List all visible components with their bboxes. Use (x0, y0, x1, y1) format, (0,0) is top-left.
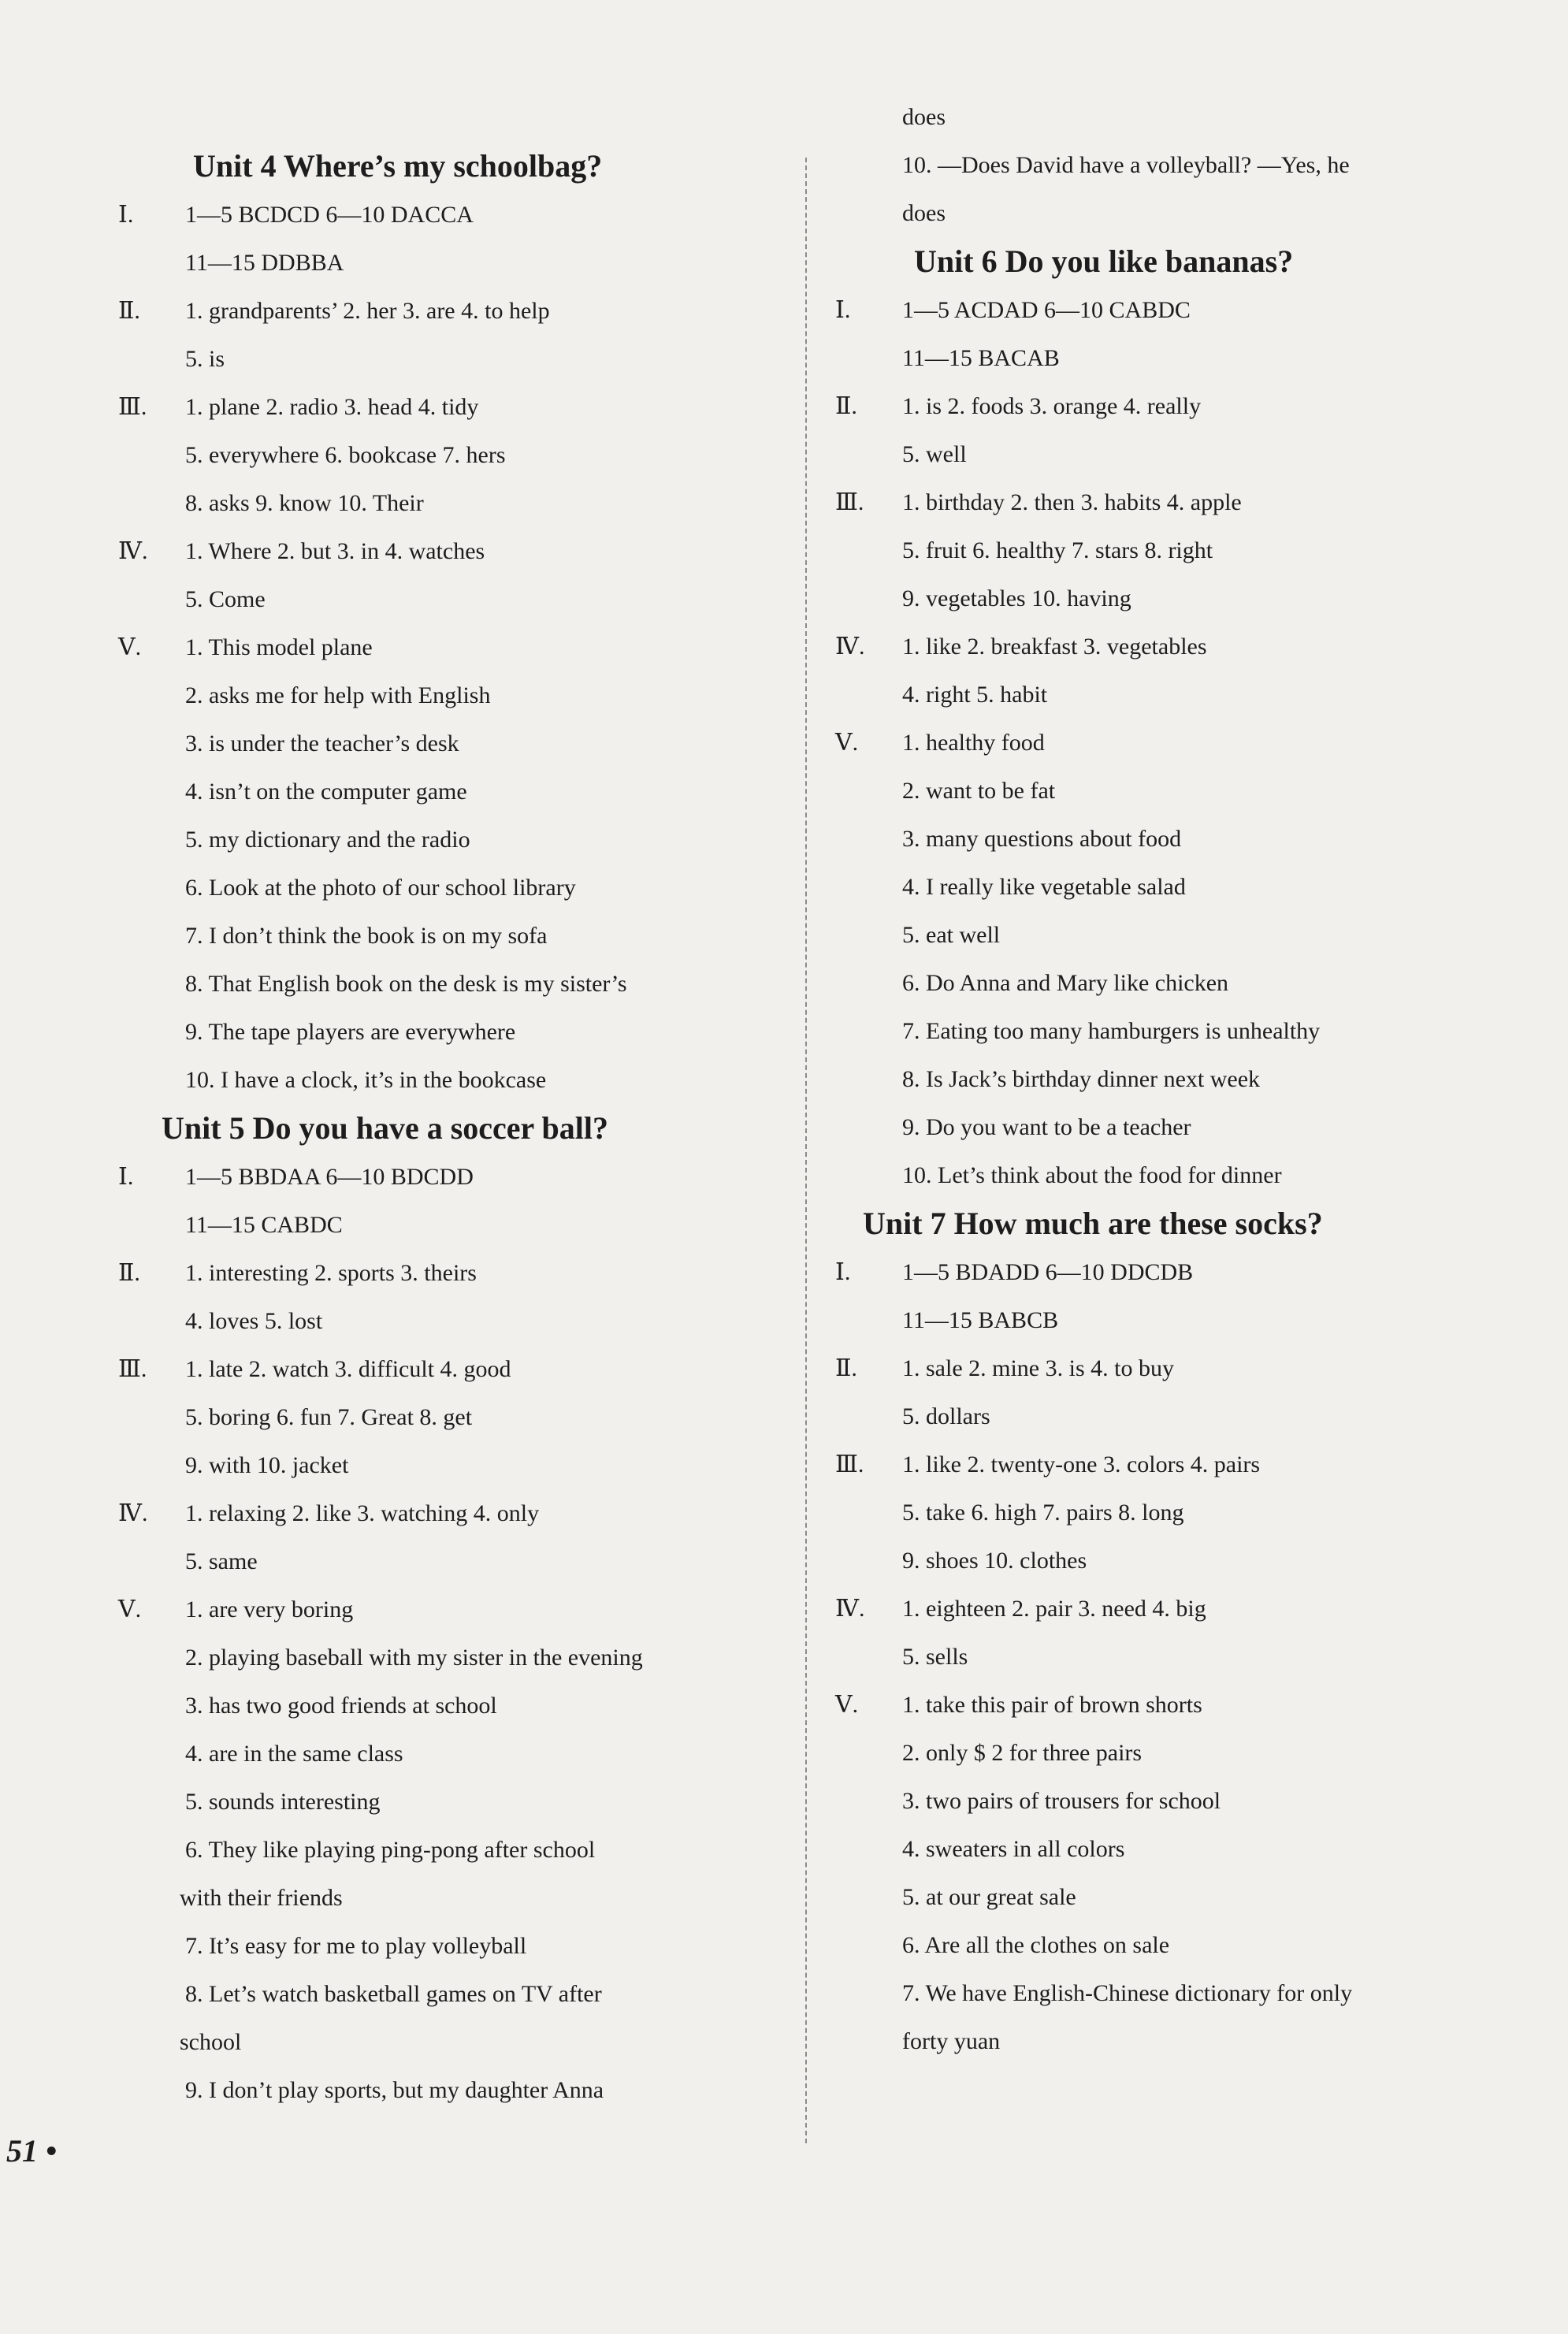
unit-4-section-V: Ⅴ. 1. This model plane 2. asks me for help with English 3. is under the teacher’s desk 4. isn’t on the computer game 5. my dictionary and the radio 6. Look at the photo of our school library 7. I don’t think the book is on my sofa 8. That English book on the desk is my sister’s 9. The tape players are everywhere 10. I have a clock, it’s in the bookcase (118, 634, 627, 1093)
unit-6-section-I: Ⅰ. 1—5 ACDAD 6—10 CABDC 11—15 BACAB (835, 297, 1191, 371)
unit-6-section-II: Ⅱ. 1. is 2. foods 3. orange 4. really 5. well (835, 393, 1202, 467)
unit-7-section-V: Ⅴ. 1. take this pair of brown shorts 2. only $ 2 for three pairs 3. two pairs of trousers for school 4. sweaters in all colors 5. at our great sale 6. Are all the clothes on sale 7. We have English-Chinese dictionary for only forty yuan (835, 1692, 1353, 2054)
unit-5-section-V: Ⅴ. 1. are very boring 2. playing baseball with my sister in the evening 3. has two good friends at school 4. are in the same class 5. sounds interesting 6. They like playing ping-pong after school with their friends 7. It’s easy for me to play volleyball 8. Let’s watch basketball games on TV after school 9. I don’t play sports, but my daughter Anna (118, 1596, 643, 2103)
right-column (835, 104, 1489, 2065)
unit-6-section-V: Ⅴ. 1. healthy food 2. want to be fat 3. many questions about food 4. I really like vegetable salad 5. eat well 6. Do Anna and Mary like chicken 7. Eating too many hamburgers is unhealthy 8. Is Jack’s birthday dinner next week 9. Do you want to be a teacher 10. Let’s think about the food for dinner (835, 730, 1321, 1188)
roman-numeral: Ⅰ. (118, 202, 134, 228)
unit-4-section-IV: Ⅳ. 1. Where 2. but 3. in 4. watches 5. Come (118, 538, 485, 612)
unit-4-section-III: Ⅲ. 1. plane 2. radio 3. head 4. tidy 5. everywhere 6. bookcase 7. hers 8. asks 9. know 10. Their (118, 394, 506, 516)
unit-5-section-I: Ⅰ. 1—5 BBDAA 6—10 BDCDD 11—15 CABDC (118, 1164, 474, 1238)
unit-6-section-III: Ⅲ. 1. birthday 2. then 3. habits 4. apple 5. fruit 6. healthy 7. stars 8. right 9. vegetables 10. having (835, 489, 1242, 611)
left-column (118, 142, 772, 2114)
page-number: 51 • (6, 2133, 58, 2169)
unit-7-section-I: Ⅰ. 1—5 BDADD 6—10 DDCDB 11—15 BABCB (835, 1259, 1194, 1333)
unit-7-section-II: Ⅱ. 1. sale 2. mine 3. is 4. to buy 5. dollars (835, 1355, 1174, 1429)
unit-5-section-II: Ⅱ. 1. interesting 2. sports 3. theirs 4. loves 5. lost (118, 1260, 477, 1334)
unit-5-section-IV: Ⅳ. 1. relaxing 2. like 3. watching 4. only 5. same (118, 1500, 540, 1574)
unit-5-title: Unit 5 Do you have a soccer ball? (162, 1110, 609, 1146)
carry-over-answers: does 10. —Does David have a volleyball? —Yes, he does (902, 104, 1350, 226)
unit-7-section-IV: Ⅳ. 1. eighteen 2. pair 3. need 4. big 5. sells (835, 1596, 1206, 1670)
unit-4-section-I: Ⅰ. 1—5 BCDCD 6—10 DACCA 11—15 DDBBA (118, 191, 772, 287)
unit-4-title: Unit 4 Where’s my schoolbag? (193, 148, 603, 184)
unit-6-section-IV: Ⅳ. 1. like 2. breakfast 3. vegetables 4. right 5. habit (835, 634, 1207, 708)
unit-4-section-II: Ⅱ. 1. grandparents’ 2. her 3. are 4. to help 5. is (118, 298, 550, 372)
unit-7-section-III: Ⅲ. 1. like 2. twenty-one 3. colors 4. pairs 5. take 6. high 7. pairs 8. long 9. shoes 10. clothes (835, 1451, 1261, 1574)
unit-6-title: Unit 6 Do you like bananas? (914, 243, 1294, 279)
column-divider (805, 158, 807, 2143)
unit-7-title: Unit 7 How much are these socks? (863, 1206, 1323, 1241)
unit-5-section-III: Ⅲ. 1. late 2. watch 3. difficult 4. good 5. boring 6. fun 7. Great 8. get 9. with 10. jacket (118, 1356, 511, 1478)
